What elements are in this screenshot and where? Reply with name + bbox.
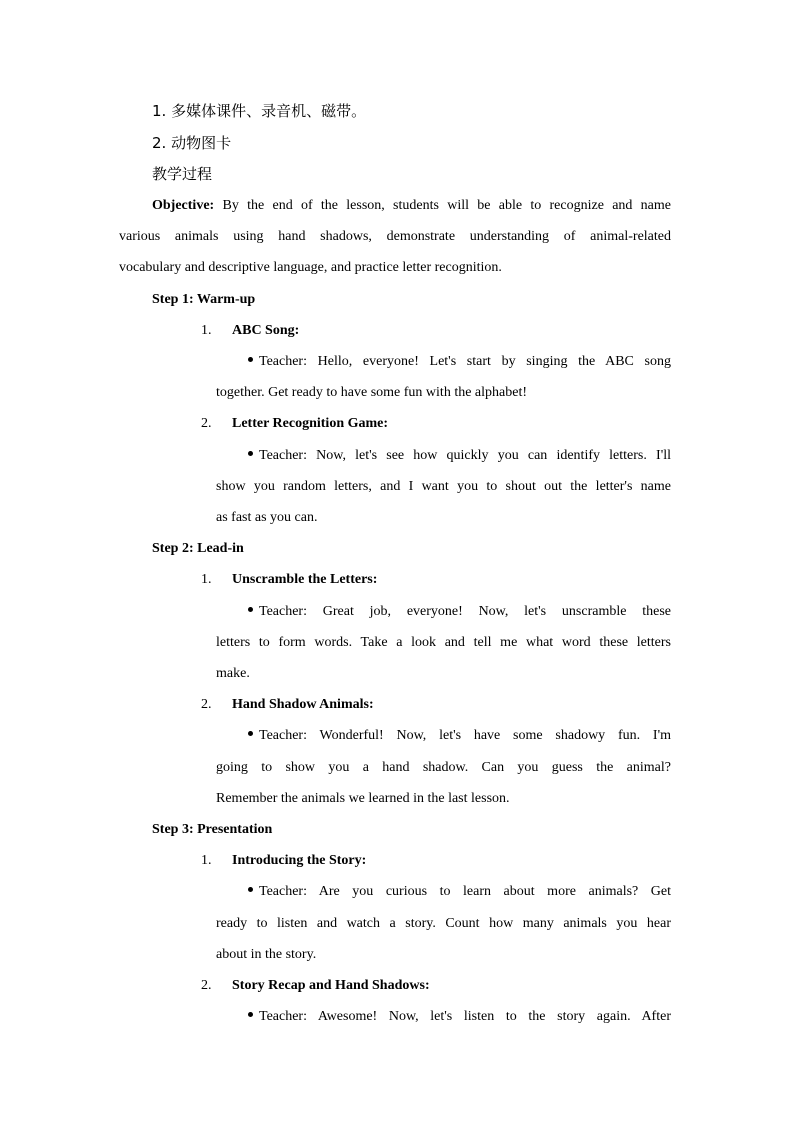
step-1-item-2-line-2: show you random letters, and I want you to shout out the letter's name [216,479,671,494]
step-1-item-1-line-2: together. Get ready to have some fun with the alphabet! [216,385,528,400]
step-2-item-2-line-3: Remember the animals we learned in the last lesson. [216,791,510,806]
step-1-item-1-line-1 [248,353,671,371]
step-2-item-2-line-2: going to show you a hand shadow. Can you guess the animal? [216,760,671,775]
objective-label: Objective: [152,198,215,213]
step-1-item-2-line-1 [248,447,671,465]
step-2-item-2-number: 2. [201,697,212,712]
step-3-item-2-line-1 [248,1008,671,1026]
objective-line-3: vocabulary and descriptive language, and practice letter recognition. [119,260,502,275]
materials-item-1: 1. 多媒体课件、录音机、磁带。 [152,102,367,120]
step-1-item-2-title: Letter Recognition Game: [232,416,389,431]
step-3-title: Step 3: Presentation [152,822,273,837]
bullet-icon [248,607,253,612]
step-1-item-1-title: ABC Song: [232,323,300,338]
step-1-item-2-text-1: Teacher: Now, let's see how quickly you can identify letters. I'll [259,448,671,463]
bullet-icon [248,1012,253,1017]
objective-line-2: various animals using hand shadows, demonstrate understanding of animal-related [119,229,671,244]
step-1-item-2-line-3: as fast as you can. [216,510,318,525]
step-3-item-1-title: Introducing the Story: [232,853,367,868]
step-2-item-1-line-1 [248,603,671,621]
step-3-item-2-title: Story Recap and Hand Shadows: [232,978,430,993]
section-heading: 教学过程 [152,165,213,183]
bullet-icon [248,887,253,892]
step-2-item-1-title: Unscramble the Letters: [232,572,378,587]
step-2-item-1-line-3: make. [216,666,250,681]
step-2-item-2-text-1: Teacher: Wonderful! Now, let's have some shadowy fun. I'm [259,728,671,743]
step-3-item-2-text-1: Teacher: Awesome! Now, let's listen to the story again. After [259,1009,671,1024]
step-2-title: Step 2: Lead-in [152,541,244,556]
step-2-item-1-number: 1. [201,572,212,587]
objective-text-1: By the end of the lesson, students will be able to recognize and name [222,198,672,213]
objective-line-1 [152,197,671,215]
step-2-item-1-line-2: letters to form words. Take a look and tell me what word these letters [216,635,671,650]
step-1-title: Step 1: Warm-up [152,292,256,307]
step-2-item-1-text-1: Teacher: Great job, everyone! Now, let's unscramble these [259,604,671,619]
step-3-item-2-number: 2. [201,978,212,993]
bullet-icon [248,357,253,362]
step-3-item-1-number: 1. [201,853,212,868]
bullet-icon [248,451,253,456]
step-3-item-1-line-3: about in the story. [216,947,317,962]
step-3-item-1-line-1 [248,883,671,901]
bullet-icon [248,731,253,736]
step-2-item-2-line-1 [248,727,671,745]
step-2-item-2-title: Hand Shadow Animals: [232,697,374,712]
step-1-item-1-number: 1. [201,323,212,338]
step-3-item-1-text-1: Teacher: Are you curious to learn about more animals? Get [259,884,671,899]
materials-item-2: 2. 动物图卡 [152,134,232,152]
step-1-item-2-number: 2. [201,416,212,431]
step-1-item-1-text-1: Teacher: Hello, everyone! Let's start by singing the ABC song [259,354,671,369]
step-3-item-1-line-2: ready to listen and watch a story. Count how many animals you hear [216,916,671,931]
